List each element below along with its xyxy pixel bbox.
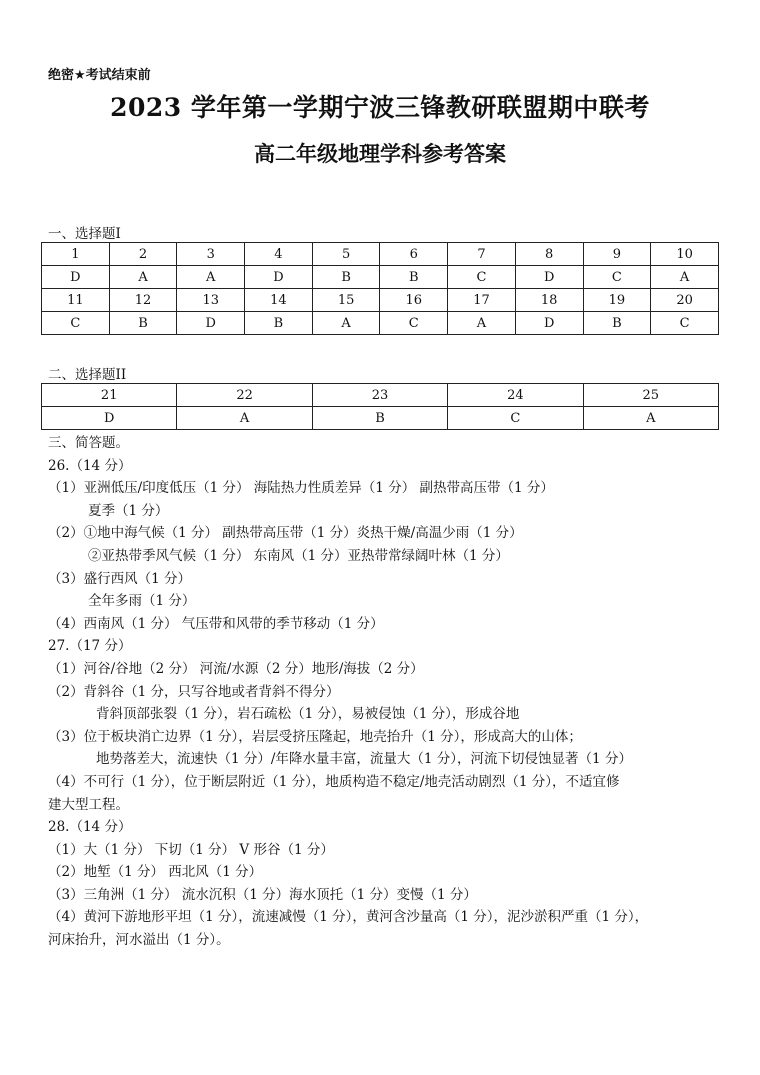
question-number-cell: 24 (448, 384, 583, 407)
section3-heading: 三、简答题。 (48, 435, 129, 451)
question-number-cell: 2 (109, 243, 177, 266)
question-number-cell: 7 (448, 243, 516, 266)
question-number-cell: 16 (380, 289, 448, 312)
table-row (42, 312, 719, 335)
confidential-label: 绝密★考试结束前 (48, 68, 151, 83)
answer-cell: C (651, 312, 719, 335)
answer-cell: B (245, 312, 313, 335)
answer-line: 27.（17 分） (48, 638, 132, 655)
answer-line: （1）河谷/谷地（2 分） 河流/水源（2 分）地形/海拔（2 分） (48, 660, 424, 677)
exam-title: 2023 学年第一学期宁波三锋教研联盟期中联考 (110, 93, 650, 122)
question-number-cell: 22 (177, 384, 312, 407)
question-number-cell: 17 (448, 289, 516, 312)
answer-cell: B (109, 312, 177, 335)
answer-line: （1）大（1 分） 下切（1 分） V 形谷（1 分） (48, 841, 334, 858)
answer-line: （3）位于板块消亡边界（1 分），岩层受挤压隆起，地壳抬升（1 分），形成高大的山体； (48, 728, 582, 745)
question-number-cell: 9 (583, 243, 651, 266)
question-number-cell: 21 (42, 384, 177, 407)
question-number-cell: 11 (42, 289, 110, 312)
answer-line: （3）三角洲（1 分） 流水沉积（1 分）海水顶托（1 分）变慢（1 分） (48, 886, 477, 903)
answer-cell: A (312, 312, 380, 335)
answer-cell: A (177, 407, 312, 430)
table-row (42, 243, 719, 266)
answer-line: （4）西南风（1 分） 气压带和风带的季节移动（1 分） (48, 615, 384, 632)
answer-cell: C (583, 266, 651, 289)
answer-cell: C (448, 266, 516, 289)
answer-line: （2）地堑（1 分） 西北风（1 分） (48, 864, 263, 881)
table-row (42, 384, 719, 407)
answer-line: （4）不可行（1 分），位于断层附近（1 分），地质构造不稳定/地壳活动剧烈（1 分），不适宜修 (48, 773, 620, 790)
question-number-cell: 1 (42, 243, 110, 266)
answer-line: 河床抬升，河水溢出（1 分）。 (48, 932, 230, 949)
answer-cell: D (515, 266, 583, 289)
table-row (42, 407, 719, 430)
question-number-cell: 20 (651, 289, 719, 312)
answer-cell: B (583, 312, 651, 335)
question-number-cell: 6 (380, 243, 448, 266)
table-row (42, 289, 719, 312)
section2-heading: 二、选择题II (48, 367, 127, 383)
answer-cell: D (42, 266, 110, 289)
answer-cell: A (651, 266, 719, 289)
answer-line: （3）盛行西风（1 分） (48, 570, 191, 587)
question-number-cell: 23 (312, 384, 447, 407)
answer-cell: B (380, 266, 448, 289)
answer-cell: A (177, 266, 245, 289)
answer-line: 地势落差大，流速快（1 分）/年降水量丰富，流量大（1 分），河流下切侵蚀显著（1 分） (96, 751, 632, 768)
choice-table-2 (41, 383, 719, 430)
answer-line: 建大型工程。 (48, 796, 129, 813)
answer-cell: A (109, 266, 177, 289)
answer-cell: D (177, 312, 245, 335)
answer-cell: C (42, 312, 110, 335)
exam-subtitle: 高二年级地理学科参考答案 (254, 141, 506, 166)
table-row (42, 266, 719, 289)
question-number-cell: 10 (651, 243, 719, 266)
answer-cell: A (448, 312, 516, 335)
question-number-cell: 14 (245, 289, 313, 312)
question-number-cell: 18 (515, 289, 583, 312)
answer-cell: C (448, 407, 583, 430)
choice-table-1 (41, 242, 719, 335)
answer-cell: A (583, 407, 718, 430)
answer-line: （2）背斜谷（1 分，只写谷地或者背斜不得分） (48, 683, 340, 700)
question-number-cell: 3 (177, 243, 245, 266)
answer-line: 背斜顶部张裂（1 分），岩石疏松（1 分），易被侵蚀（1 分），形成谷地 (96, 706, 520, 723)
answer-line: 26.（14 分） (48, 457, 132, 474)
answer-line: （1）亚洲低压/印度低压（1 分） 海陆热力性质差异（1 分） 副热带高压带（1 分） (48, 480, 554, 497)
answer-cell: B (312, 266, 380, 289)
question-number-cell: 5 (312, 243, 380, 266)
question-number-cell: 15 (312, 289, 380, 312)
question-number-cell: 19 (583, 289, 651, 312)
question-number-cell: 4 (245, 243, 313, 266)
question-number-cell: 13 (177, 289, 245, 312)
answer-line: 全年多雨（1 分） (88, 593, 196, 610)
answer-cell: D (515, 312, 583, 335)
answer-line: ②亚热带季风气候（1 分） 东南风（1 分）亚热带常绿阔叶林（1 分） (88, 547, 509, 564)
short-answer-lines (48, 455, 728, 952)
short-answer-section (48, 432, 728, 952)
answer-line: 28.（14 分） (48, 819, 132, 836)
answer-line: （4）黄河下游地形平坦（1 分），流速减慢（1 分），黄河含沙量高（1 分），泥沙淤积严重（1 分）， (48, 909, 649, 926)
answer-cell: B (312, 407, 447, 430)
answer-cell: D (245, 266, 313, 289)
answer-cell: D (42, 407, 177, 430)
question-number-cell: 12 (109, 289, 177, 312)
section1-heading: 一、选择题I (48, 226, 121, 242)
answer-line: 夏季（1 分） (88, 502, 169, 519)
question-number-cell: 25 (583, 384, 718, 407)
question-number-cell: 8 (515, 243, 583, 266)
answer-cell: C (380, 312, 448, 335)
answer-line: （2）①地中海气候（1 分） 副热带高压带（1 分）炎热干燥/高温少雨（1 分） (48, 525, 523, 542)
